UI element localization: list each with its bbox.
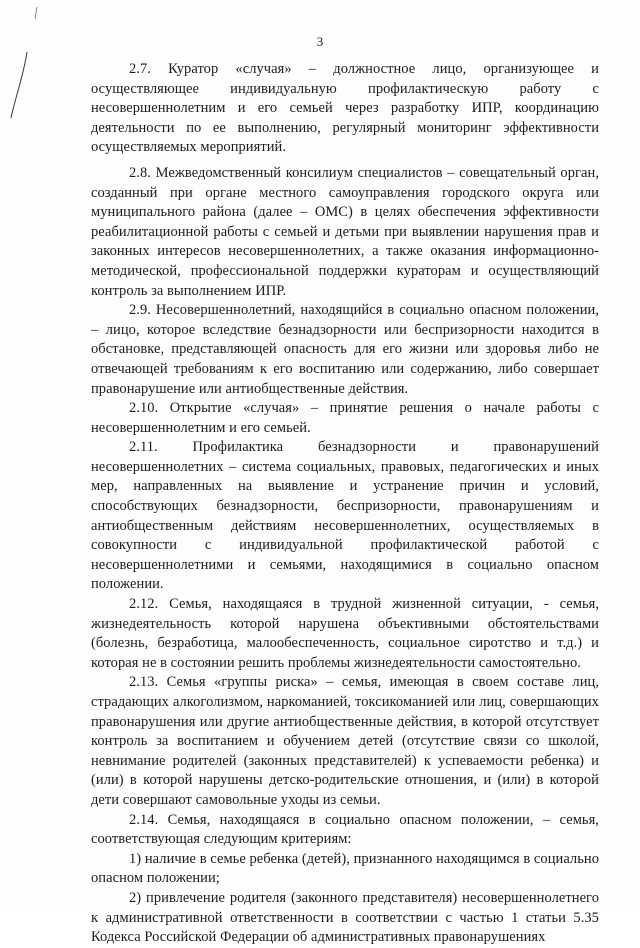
paragraph-2-10: 2.10. Открытие «случая» – принятие решения о начале работы с несовершеннолетним и его семьей. [91, 400, 599, 436]
paragraph-2-7: 2.7. Куратор «случая» – должностное лицо, организующее и осуществляющее индивидуальную профилактическую работу с несовершеннолетним и его семьей через разработку ИПР, координацию деятельности по ее выполнению, регулярный мониторинг эффективности осуществляемых мероприятий. [91, 61, 599, 156]
paragraph-2-8: 2.8. Межведомственный консилиум специалистов – совещательный орган, созданный при органе местного самоуправления городского округа или муниципального района (далее – ОМС) в целях обеспечения эффективности реабилитационной работы с семьей и детьми при выявлении нарушения прав и законных интересов несовершеннолетних, а также оказания информационно-методической, профессиональной поддержки кураторам и осуществляющий контроль за выполнением ИПР. [91, 164, 599, 299]
paragraph-2-14: 2.14. Семья, находящаяся в социально опасном положении, – семья, соответствующая следующим критериям: [91, 811, 599, 848]
paragraph-2-11: 2.11. Профилактика безнадзорности и правонарушений несовершеннолетних – система социальных, правовых, педагогических и иных мер, направленных на выявление и устранение причин и условий, способствующих безнадзорности, беспризорности, правонарушениям и антиобщественным действиям несовершеннолетних, осуществляемых в совокупности с индивидуальной профилактической работой с несовершеннолетними и семьями, находящимися в социально опасном положении. [91, 439, 599, 593]
criterion-2: 2) привлечение родителя (законного представителя) несовершеннолетнего к административной ответственности в соответствии с частью 1 статьи 5.35 Кодекса Российской Федерации об административных правонарушениях [91, 889, 599, 946]
document-body [91, 60, 599, 948]
paragraph-2-12: 2.12. Семья, находящаяся в трудной жизненной ситуации, - семья, жизнедеятельность которой нарушена объективными обстоятельствами (болезнь, безработица, малообеспеченность, социальное сиротство и т.д.) и которая не в состоянии решить проблемы жизнедеятельности самостоятельно. [91, 596, 599, 671]
paragraph-2-13: 2.13. Семья «группы риска» – семья, имеющая в своем составе лиц, страдающих алкоголизмом, наркоманией, токсикоманией или лиц, совершающих правонарушения или другие антиобщественные действия, в которой отсутствует контроль за воспитанием и обучением детей (отсутствие связи со школой, невнимание родителей (законных представителей) к успеваемости ребенка) и (или) в которой нарушены детско-родительские отношения, и (или) в которой дети совершают самовольные уходы из семьи. [91, 674, 599, 808]
margin-tick-mark [33, 6, 39, 20]
paragraph-2-9: 2.9. Несовершеннолетний, находящийся в социально опасном положении, – лицо, которое вследствие безнадзорности или беспризорности находится в обстановке, представляющей опасность для его жизни или здоровья либо не отвечающей требованиям к его воспитанию или содержанию, либо совершает правонарушение или антиобщественные действия. [91, 302, 599, 397]
margin-pen-mark [8, 50, 32, 120]
criterion-1: 1) наличие в семье ребенка (детей), признанного находящимся в социально опасном положении; [91, 850, 599, 887]
page-number: 3 [316, 34, 324, 49]
